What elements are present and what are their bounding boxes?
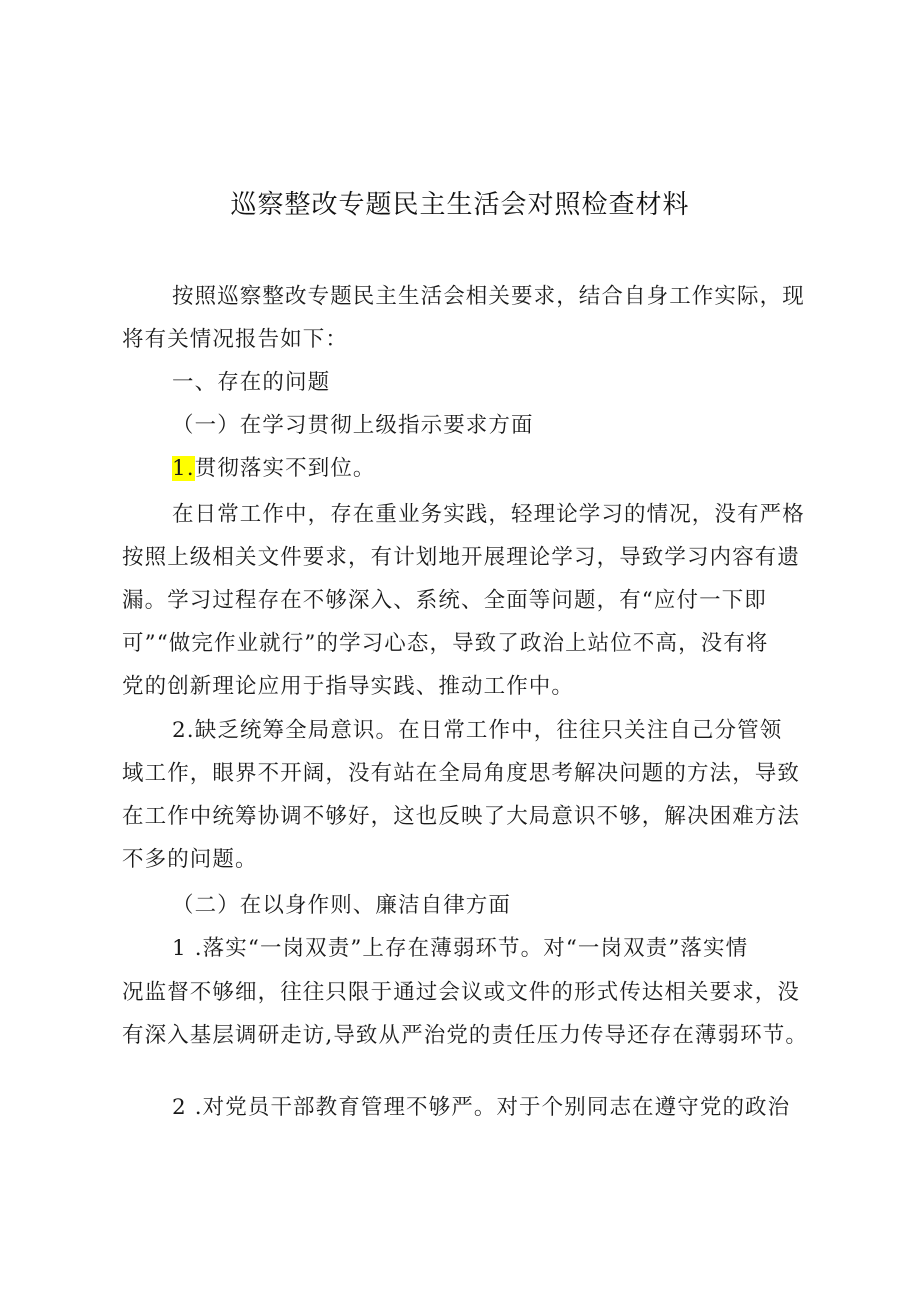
paragraph-line: 况监督不够细，往往只限于通过会议或文件的形式传达相关要求，没 — [122, 980, 801, 1005]
paragraph-line: 按照上级相关文件要求，有计划地开展理论学习，导致学习内容有遗 — [122, 545, 801, 570]
paragraph-line: 在日常工作中，存在重业务实践，轻理论学习的情况，没有严格 — [172, 502, 805, 527]
item-heading-text: 贯彻落实不到位。 — [194, 456, 376, 481]
paragraph-line: 党的创新理论应用于指导实践、推动工作中。 — [122, 674, 575, 699]
document-title: 巡察整改专题民主生活会对照检查材料 — [230, 190, 690, 220]
paragraph-line: 按照巡察整改专题民主生活会相关要求，结合自身工作实际，现 — [172, 284, 805, 309]
subsection-heading: （二）在以身作则、廉洁自律方面 — [172, 893, 512, 918]
paragraph-line: 1 .落实“一岗双责”上存在薄弱环节。对“一岗双责”落实情 — [172, 936, 749, 961]
paragraph-line: 域工作，眼界不开阔，没有站在全局角度思考解决问题的方法，导致 — [122, 761, 801, 786]
paragraph-line: 在工作中统筹协调不够好，这也反映了大局意识不够，解决困难方法 — [122, 804, 801, 829]
paragraph-line: 将有关情况报告如下： — [122, 327, 349, 352]
item-heading — [172, 454, 376, 484]
highlighted-number: 1. — [172, 456, 195, 481]
paragraph-line: 2 .对党员干部教育管理不够严。对于个别同志在遵守党的政治 — [172, 1095, 791, 1120]
subsection-heading: （一）在学习贯彻上级指示要求方面 — [172, 413, 534, 438]
paragraph-line: 漏。学习过程存在不够深入、系统、全面等问题，有“应付一下即 — [122, 588, 767, 613]
paragraph-line: 可”“做完作业就行”的学习心态，导致了政治上站位不高，没有将 — [122, 631, 769, 656]
section-heading: 一、存在的问题 — [172, 370, 331, 395]
paragraph-line: 2.缺乏统筹全局意识。在日常工作中，往往只关注自己分管领 — [172, 718, 783, 743]
paragraph-line: 有深入基层调研走访,导致从严治党的责任压力传导还存在薄弱环节。 — [122, 1023, 808, 1048]
paragraph-line: 不多的问题。 — [122, 847, 258, 872]
